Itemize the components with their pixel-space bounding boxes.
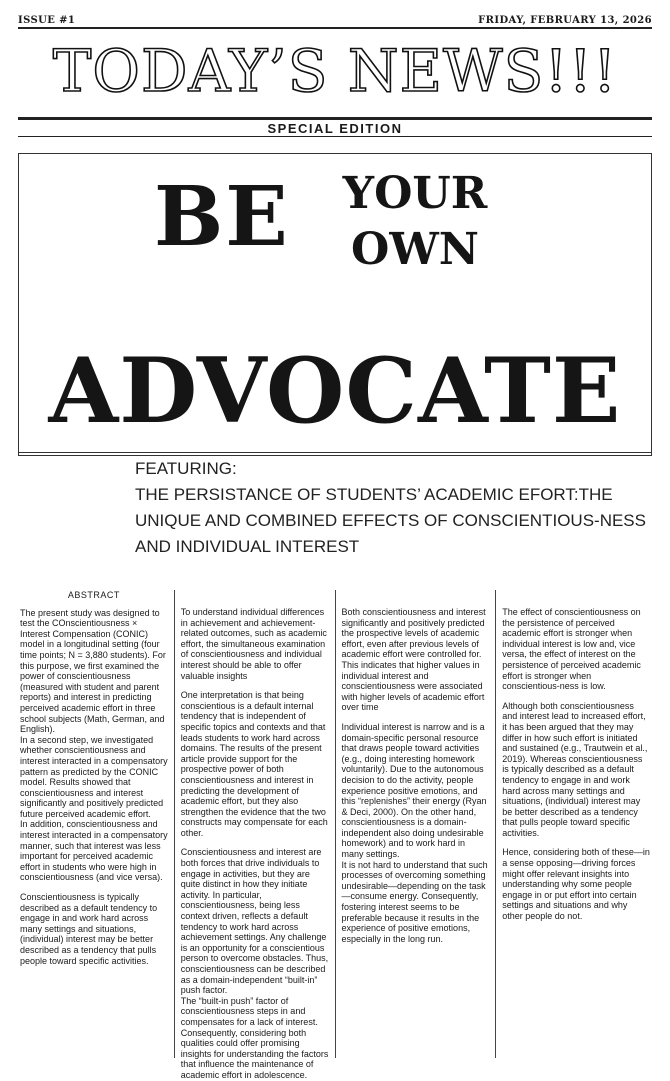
paragraph: One interpretation is that being conscientious is a default internal tendency that is independent of specific topics and contexts and that leads students to work hard across domains. The results of the present article provide support for the prospective power of both conscientiousness and interest in predicting the development of academic effort, but they also strengthen the evidence that the two constructs may compensate for each other. xyxy=(180,690,328,838)
headline-rule xyxy=(18,452,652,453)
paragraph: The “built-in push” factor of conscientiousness steps in and compensates for a lack of interest. Consequently, considering both qualities could offer promising insights for understanding the factors that influence the maintenance of academic effort in adolescence. xyxy=(180,995,329,1080)
paragraph: In addition, conscientiousness and interest interacted in a compensatory manner, such that interest was less important for perceived academic effort in students who were high in conscientiousness (and vice versa). xyxy=(20,819,168,883)
headline-be: BE xyxy=(154,169,290,265)
featuring-label: FEATURING: xyxy=(135,459,237,478)
issue-number: ISSUE #1 xyxy=(18,15,76,26)
masthead: TODAY’S NEWS!!! xyxy=(52,37,618,105)
featuring-block xyxy=(135,458,660,560)
paragraph: Individual interest is narrow and is a domain-specific personal resource that draws people toward activities (e.g., doing interesting homework voluntarily). Due to the autonomous decision to do the activity, people experience positive emotions, and this “replenishes” their energy (Ryan & Deci, 2000). On the other hand, conscientiousness is a domain-independent also doing undesirable homework) and to work hard in many settings. xyxy=(341,721,487,860)
abstract-label: ABSTRACT xyxy=(67,590,120,600)
paragraph: The present study was designed to test the COnscientiousness × Interest Compensation (CONIC) model in a longitudinal setting (four time points; N = 3,880 students). For this purpose, we first examined the power of conscientiousness (measured with student and parent reports) and interest in predicting perceived academic effort in three school subjects (Math, German, and English). xyxy=(20,607,166,735)
headline-your: YOUR xyxy=(342,168,488,219)
headline-advocate: ADVOCATE xyxy=(48,338,622,444)
paragraph: In a second step, we investigated whether conscientiousness and interest interacted in a compensatory pattern as predicted by the CONIC model. Results showed that conscientiousness and interest significantly and positively predicted future perceived academic effort. xyxy=(20,734,168,819)
paragraph: Conscientiousness and interest are both forces that drive individuals to engage in activities, but they are quite distinct in how they initiate activity. In particular, conscientiousness, being less context driven, reflects a default tendency to work hard across achievement settings. Any challenge is an opportunity for a conscientious person to overcome obstacles. Thus, conscientiousness can be described as a domain-independent “built-in” push factor. xyxy=(180,847,329,996)
article-column-1 xyxy=(14,590,174,1058)
issue-date: FRIDAY, FEBRUARY 13, 2026 xyxy=(478,15,652,26)
article-column-3 xyxy=(335,590,496,1058)
article-columns xyxy=(14,590,656,1080)
edition-label: SPECIAL EDITION xyxy=(267,121,403,136)
paragraph: The effect of conscientiousness on the persistence of perceived academic effort is stronger when individual interest is low and, vice versa, the effect of interest on the persistence of perceived academic effort is stronger when conscientious-ness is low. xyxy=(502,607,641,692)
featuring-title: THE PERSISTANCE OF STUDENTS’ ACADEMIC EFORT:THE UNIQUE AND COMBINED EFFECTS OF CONSCIENTIOUS-NESS AND INDIVIDUAL INTEREST xyxy=(135,485,646,556)
edition-rule xyxy=(18,136,652,137)
top-rule xyxy=(18,27,652,29)
masthead-rule xyxy=(18,117,652,120)
article-column-2 xyxy=(174,590,335,1080)
paragraph: To understand individual differences in achievement and achievement-related outcomes, such as academic effort, the simultaneous examination of conscientiousness and individual interest should be able to offer valuable insights xyxy=(180,607,327,681)
headline-own: OWN xyxy=(351,224,479,275)
paragraph: Both conscientiousness and interest significantly and positively predicted the prospective levels of academic effort, even after previous levels of academic effort were controlled for. This indicates that higher values in individual interest and conscientiousness were associated with higher levels of academic effort over time xyxy=(341,607,486,713)
paragraph: Conscientiousness is typically described as a default tendency to engage in and work hard across many settings and situations, (individual) interest may be better described as a tendency that pulls people toward specific activities. xyxy=(20,892,158,966)
top-bar xyxy=(18,12,652,26)
paragraph: It is not hard to understand that such processes of overcoming something undesirable—depending on the task—consume energy. Consequently, fostering interest seems to be preferable because it results in the experience of positive emotions, especially in the long run. xyxy=(341,859,488,944)
paragraph: Hence, considering both of these—in a sense opposing—driving forces might offer relevant insights into understanding why some people engage in or put effort into certain settings and situations and why other people do not. xyxy=(502,847,650,922)
paragraph: Although both conscientiousness and interest lead to increased effort, it has been argued that they may differ in how such effort is initiated and sustained (e.g., Trautwein et al., 2019). Whereas conscientiousness is typically described as a default tendency to engage in and work hard across many settings and situations, (individual) interest may be better described as a tendency that pulls people toward specific activities. xyxy=(502,700,648,838)
article-column-4 xyxy=(495,590,656,1058)
